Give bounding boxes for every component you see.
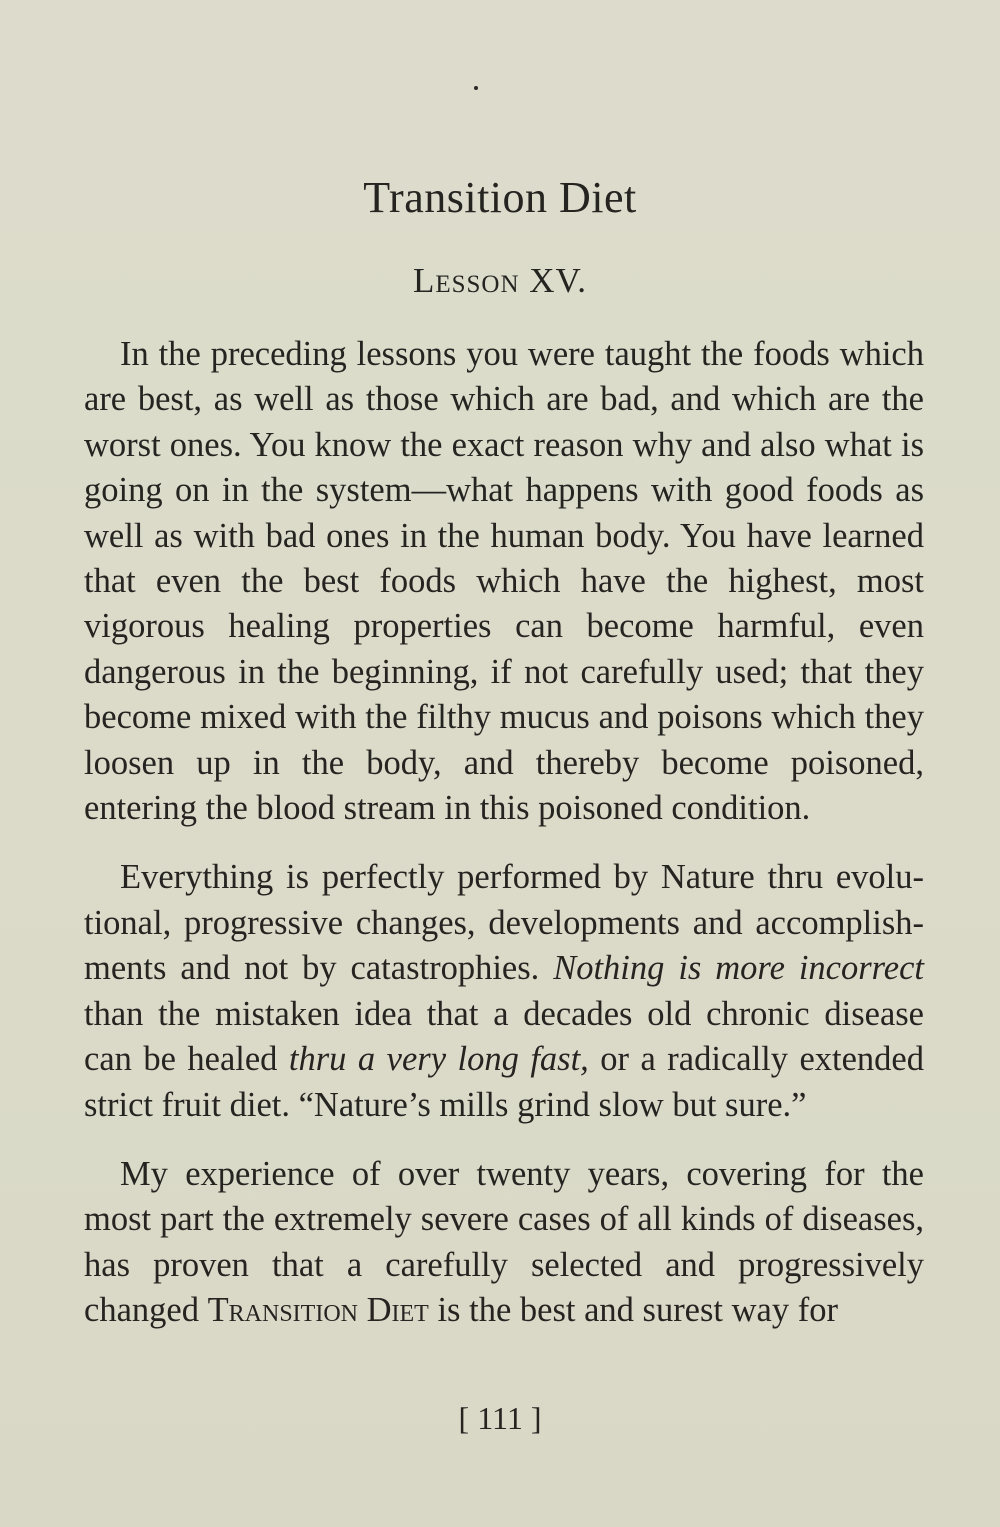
page-number: [ 111 ] — [458, 1400, 542, 1436]
paragraph-2-italic-a: Nothing is more incorrect — [553, 949, 925, 988]
chapter-title: Transition Diet — [363, 173, 637, 222]
paragraph-1 — [84, 332, 924, 831]
paragraph-2-text-c: or a radically extended strict fruit diet. “Nature’s mills grind slow but sure.” — [84, 1040, 924, 1124]
top-ornament-dot — [474, 86, 478, 90]
paragraph-3-text-b: is the best and surest way for — [428, 1291, 838, 1330]
paragraph-2-italic-b: thru a very long fast, — [288, 1040, 589, 1079]
paragraph-3 — [84, 1152, 924, 1334]
body-text — [84, 332, 924, 1358]
paragraph-2 — [84, 855, 924, 1127]
lesson-heading: Lesson XV. — [412, 261, 588, 300]
paragraph-3-text-a: My experience of over twenty years, covering for the most part the extremely severe cases of all kinds of diseases, has proven that a carefully selected and progressively changed — [84, 1154, 924, 1330]
paragraph-1-text: In the preceding lessons you were taught the foods which are best, as well as those which are bad, and which are the worst ones. You know the exact reason why and also what is going on in the system—what happens with good foods as well as with bad ones in the human body. You have learned that even the best foods which have the highest, most vigorous healing properties can become harmful, even dangerous in the beginning, if not carefully used; that they become mixed with the filthy mucus and poisons which they loosen up in the body, and thereby become poisoned, entering the blood stream in this poisoned condition. — [84, 335, 924, 828]
paragraph-3-smallcaps: Transition Diet — [207, 1291, 429, 1330]
paragraph-2-text-b: than the mistaken idea that a decades old chronic disease can be healed — [84, 994, 924, 1079]
paragraph-2-text-a: Everything is perfectly performed by Nature thru evolutional, progressive changes, developments and accomplishments and not by catastrophies. — [84, 858, 924, 988]
